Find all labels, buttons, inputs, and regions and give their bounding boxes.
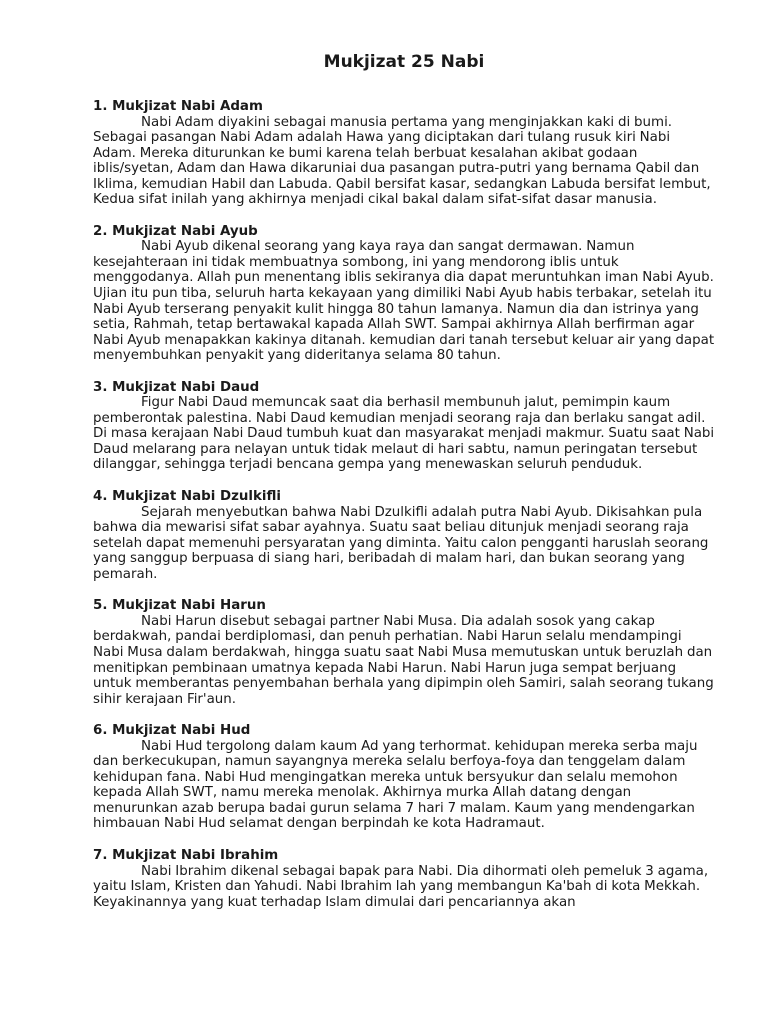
section-heading: 2. Mukjizat Nabi Ayub — [93, 223, 258, 239]
section-heading: 1. Mukjizat Nabi Adam — [93, 99, 263, 114]
section-nabi-ibrahim — [93, 848, 715, 910]
section-body: Sejarah menyebutkan bahwa Nabi Dzulkifli adalah putra Nabi Ayub. Dikisahkan pula bahwa dia mewarisi sifat sabar ayahnya. Suatu saat beliau ditunjuk menjadi seorang raja setelah dapat memenuhi persyaratan yang diminta. Yaitu calon pengganti haruslah seorang yang sanggup berpuasa di siang hari, beribadah di malam hari, dan bukan seorang yang pemarah. — [93, 504, 709, 582]
section-nabi-dzulkifli — [93, 489, 715, 582]
section-body: Nabi Harun disebut sebagai partner Nabi Musa. Dia adalah sosok yang cakap berdakwah, pandai berdiplomasi, dan penuh perhatian. Nabi Harun selalu mendampingi Nabi Musa dalam berdakwah, hingga suatu saat Nabi Musa memutuskan untuk beruzlah dan menitipkan pembinaan umatnya kepada Nabi Harun. Nabi Harun juga sempat berjuang untuk memberantas penyembahan berhala yang dipimpin oleh Samiri, salah seorang tukang sihir kerajaan Fir'aun. — [93, 613, 714, 707]
section-body: Nabi Ibrahim dikenal sebagai bapak para Nabi. Dia dihormati oleh pemeluk 3 agama, yaitu Islam, Kristen dan Yahudi. Nabi Ibrahim lah yang membangun Ka'bah di kota Mekkah. Keyakinannya yang kuat terhadap Islam dimulai dari pencariannya akan — [93, 863, 709, 910]
section-nabi-hud — [93, 723, 715, 832]
document-title: Mukjizat 25 Nabi — [323, 52, 485, 72]
sections-list — [93, 99, 715, 910]
section-body: Nabi Hud tergolong dalam kaum Ad yang terhormat. kehidupan mereka serba maju dan berkecukupan, namun sayangnya mereka selalu berfoya-foya dan tenggelam dalam kehidupan fana. Nabi Hud mengingatkan mereka untuk bersyukur dan selalu memohon kepada Allah SWT, namu mereka menolak. Akhirnya murka Allah datang dengan menurunkan azab berupa badai gurun selama 7 hari 7 malam. Kaum yang mendengarkan himbauan Nabi Hud selamat dengan berpindah ke kota Hadramaut. — [93, 738, 698, 832]
section-heading: 7. Mukjizat Nabi Ibrahim — [93, 847, 279, 863]
section-body: Nabi Adam diyakini sebagai manusia pertama yang menginjakkan kaki di bumi. Sebagai pasangan Nabi Adam adalah Hawa yang diciptakan dari tulang rusuk kiri Nabi Adam. Mereka diturunkan ke bumi karena telah berbuat kesalahan akibat godaan iblis/syetan, Adam dan Hawa dikaruniai dua pasangan putra-putri yang bernama Qabil dan Iklima, kemudian Habil dan Labuda. Qabil bersifat kasar, sedangkan Labuda bersifat lembut, Kedua sifat inilah yang akhirnya menjadi cikal bakal dalam sifat-sifat dasar manusia. — [93, 114, 711, 208]
document-page — [93, 0, 715, 926]
section-nabi-ayub — [93, 224, 715, 364]
section-heading: 5. Mukjizat Nabi Harun — [93, 598, 266, 614]
section-nabi-adam — [93, 99, 715, 208]
section-nabi-harun — [93, 598, 715, 707]
section-heading: 3. Mukjizat Nabi Daud — [93, 379, 260, 395]
section-heading: 4. Mukjizat Nabi Dzulkifli — [93, 489, 282, 505]
section-body: Figur Nabi Daud memuncak saat dia berhasil membunuh jalut, pemimpin kaum pemberontak palestina. Nabi Daud kemudian menjadi seorang raja dan berlaku sangat adil. Di masa kerajaan Nabi Daud tumbuh kuat dan masyarakat menjadi makmur. Suatu saat Nabi Daud melarang para nelayan untuk tidak melaut di hari sabtu, namun peringatan tersebut dilanggar, sehingga terjadi bencana gempa yang menewaskan seluruh penduduk. — [93, 395, 715, 473]
section-nabi-daud — [93, 380, 715, 473]
section-body: Nabi Ayub dikenal seorang yang kaya raya dan sangat dermawan. Namun kesejahteraan ini tidak membuatnya sombong, ini yang mendorong iblis untuk menggodanya. Allah pun menentang iblis sekiranya dia dapat meruntuhkan iman Nabi Ayub. Ujian itu pun tiba, seluruh harta kekayaan yang dimiliki Nabi Ayub habis terbakar, setelah itu Nabi Ayub terserang penyakit kulit hingga 80 tahun lamanya. Namun dia dan istrinya yang setia, Rahmah, tetap bertawakal kapada Allah SWT. Sampai akhirnya Allah berfirman agar Nabi Ayub menapakkan kakinya ditanah. kemudian dari tanah tersebut keluar air yang dapat menyembuhkan penyakit yang dideritanya selama 80 tahun. — [93, 239, 715, 364]
section-heading: 6. Mukjizat Nabi Hud — [93, 723, 251, 739]
